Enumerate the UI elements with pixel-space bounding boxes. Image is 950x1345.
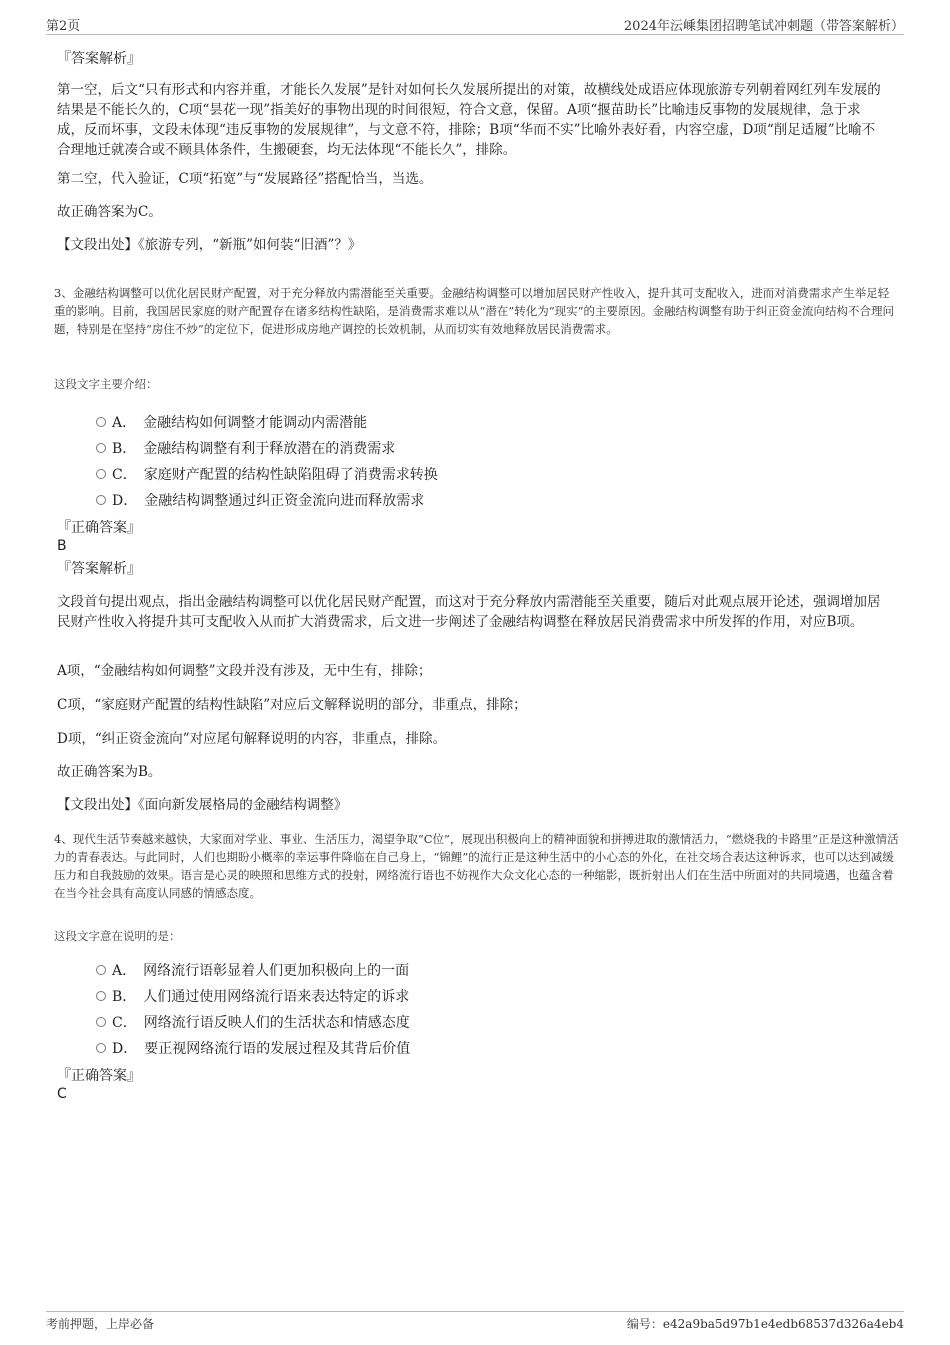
radio-icon[interactable] bbox=[96, 469, 106, 479]
radio-icon[interactable] bbox=[96, 417, 106, 427]
q3-option-d-label: D． 金融结构调整通过纠正资金流向进而释放需求 bbox=[112, 493, 425, 509]
footer-serial: 编号：e42a9ba5d97b1e4edb68537d326a4eb4 bbox=[626, 1317, 904, 1331]
q3-analysis-label: 『答案解析』 bbox=[57, 561, 141, 577]
q4-option-a[interactable] bbox=[96, 960, 409, 980]
q3-option-b[interactable] bbox=[96, 438, 395, 458]
q4-correct-answer: C bbox=[57, 1086, 67, 1102]
radio-icon[interactable] bbox=[96, 443, 106, 453]
radio-icon[interactable] bbox=[96, 1017, 106, 1027]
q3-prompt: 这段文字主要介绍： bbox=[54, 377, 158, 391]
page-number: 第2页 bbox=[46, 19, 81, 34]
q3-option-c-label: C． 家庭财产配置的结构性缺陷阻碍了消费需求转换 bbox=[112, 467, 438, 483]
q4-option-d[interactable] bbox=[96, 1038, 410, 1058]
q2-analysis-p3: 故正确答案为C。 bbox=[57, 204, 162, 220]
q2-analysis-p2: 第二空，代入验证，C项“拓宽”与“发展路径”搭配恰当，当选。 bbox=[57, 171, 433, 187]
q3-option-d[interactable] bbox=[96, 490, 424, 510]
q3-passage: 3、金融结构调整可以优化居民财产配置，对于充分释放内需潜能至关重要。金融结构调整可以增加居民财产性收入，提升其可支配收入，进而对消费需求产生举足轻重的影响。目前，我国居民家庭的财产配置存在诸多结构性缺陷，是消费需求难以从“潜在”转化为“现实”的主要原因。金融结构调整有助于纠正资金流向结构不合理问题，特别是在坚持“房住不炒”的定位下，促进形成房地产调控的长效机制，从而切实有效地释放居民消费需求。 bbox=[54, 286, 895, 336]
q3-source: 【文段出处】《面向新发展格局的金融结构调整》 bbox=[57, 797, 348, 813]
radio-icon[interactable] bbox=[96, 965, 106, 975]
radio-icon[interactable] bbox=[96, 1043, 106, 1053]
document-title: 2024年沄嵊集团招聘笔试冲刺题（带答案解析） bbox=[623, 19, 904, 34]
q3-analysis-p3: C项，“家庭财产配置的结构性缺陷”对应后文解释说明的部分，非重点，排除； bbox=[57, 697, 527, 713]
q2-analysis-label: 『答案解析』 bbox=[57, 51, 141, 67]
footer-slogan: 考前押题，上岸必备 bbox=[46, 1317, 155, 1331]
q4-option-b[interactable] bbox=[96, 986, 409, 1006]
q3-analysis-p1: 文段首句提出观点，指出金融结构调整可以优化居民财产配置，而这对于充分释放内需潜能至关重要，随后对此观点展开论述，强调增加居民财产性收入将提升其可支配收入从而扩大消费需求，后文进一步阐述了金融结构调整在释放居民消费需求中所发挥的作用，对应B项。 bbox=[57, 594, 881, 630]
page-footer bbox=[46, 1311, 904, 1331]
q3-correct-answer: B bbox=[57, 538, 67, 554]
q4-passage: 4、现代生活节奏越来越快，大家面对学业、事业、生活压力，渴望争取“C位”，展现出积极向上的精神面貌和拼搏进取的激情活力，“燃烧我的卡路里”正是这种激情活力的青春表达。与此同时，人们也期盼小概率的幸运事件降临在自己身上，“锦鲤”的流行正是这种生活中的小心态的外化，在社交场合表达这种诉求，也可以达到减缓压力和自我鼓励的效果。语言是心灵的映照和思维方式的投射，网络流行语也不妨视作大众文化心态的一种缩影，既折射出人们在生活中所面对的共同境遇，也蕴含着在当今社会具有高度认同感的情感态度。 bbox=[54, 832, 899, 900]
q4-option-a-label: A． 网络流行语彰显着人们更加积极向上的一面 bbox=[112, 963, 410, 979]
q3-option-c[interactable] bbox=[96, 464, 438, 484]
q3-analysis-p2: A项，“金融结构如何调整”文段并没有涉及，无中生有，排除； bbox=[57, 663, 432, 679]
q3-correct-label: 『正确答案』 bbox=[57, 520, 141, 536]
q4-option-c[interactable] bbox=[96, 1012, 410, 1032]
q2-source: 【文段出处】《旅游专列，“新瓶”如何装“旧酒”？》 bbox=[57, 237, 362, 253]
q4-prompt: 这段文字意在说明的是： bbox=[54, 929, 181, 943]
q3-option-b-label: B． 金融结构调整有利于释放潜在的消费需求 bbox=[112, 441, 396, 457]
q4-option-c-label: C． 网络流行语反映人们的生活状态和情感态度 bbox=[112, 1015, 410, 1031]
radio-icon[interactable] bbox=[96, 495, 106, 505]
q2-analysis-p1: 第一空，后文“只有形式和内容并重，才能长久发展”是针对如何长久发展所提出的对策，故横线处成语应体现旅游专列朝着网红列车发展的结果是不能长久的，C项“昙花一现”指美好的事物出现的时间很短，符合文意，保留。A项“揠苗助长”比喻违反事物的发展规律，急于求成，反而坏事，文段未体现“违反事物的发展规律”，与文意不符，排除；B项“华而不实”比喻外表好看，内容空虚，D项“削足适履”比喻不合理地迁就凑合或不顾具体条件，生搬硬套，均无法体现“不能长久”，排除。 bbox=[57, 82, 881, 158]
q4-correct-label: 『正确答案』 bbox=[57, 1068, 141, 1084]
q3-analysis-p4: D项，“纠正资金流向”对应尾句解释说明的内容，非重点，排除。 bbox=[57, 731, 447, 747]
q4-option-b-label: B． 人们通过使用网络流行语来表达特定的诉求 bbox=[112, 989, 410, 1005]
page-header bbox=[46, 14, 904, 35]
q3-analysis-p5: 故正确答案为B。 bbox=[57, 764, 162, 780]
radio-icon[interactable] bbox=[96, 991, 106, 1001]
q3-option-a-label: A． 金融结构如何调整才能调动内需潜能 bbox=[112, 415, 368, 431]
q3-option-a[interactable] bbox=[96, 412, 367, 432]
q4-option-d-label: D． 要正视网络流行语的发展过程及其背后价值 bbox=[112, 1041, 411, 1057]
